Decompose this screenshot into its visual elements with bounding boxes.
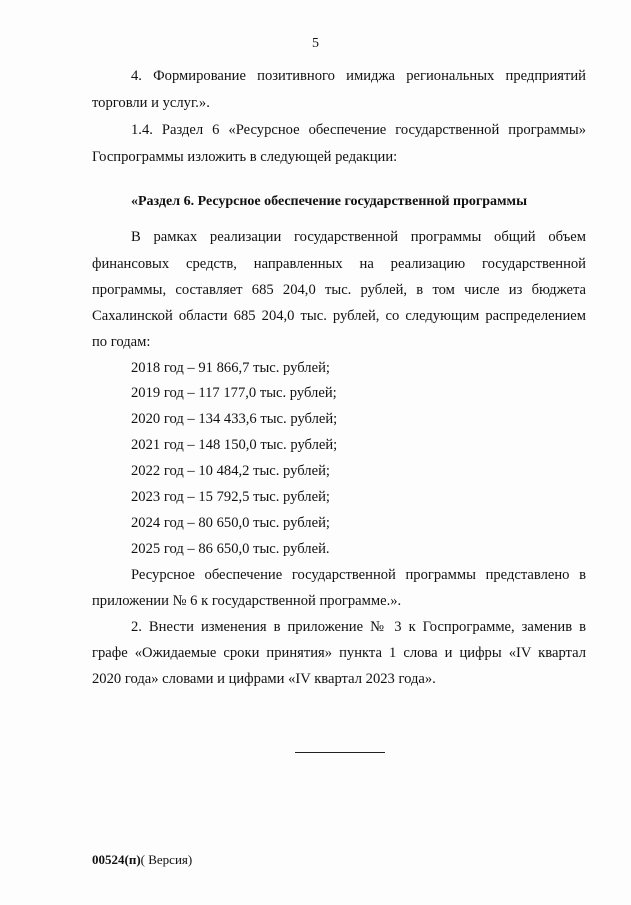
section-heading: «Раздел 6. Ресурсное обеспечение государственной программы: [131, 194, 528, 209]
paragraph-line: торговли и услуг.».: [92, 95, 210, 111]
paragraph-line: В рамках реализации государственной программы общий объем: [131, 229, 586, 245]
paragraph-line: по годам:: [92, 334, 151, 350]
paragraph-line: 2020 года» словами и цифрами «IV квартал 2023 года».: [92, 671, 436, 687]
year-allocation-2022: 2022 год – 10 484,2 тыс. рублей;: [131, 463, 330, 479]
footer-code: [92, 852, 192, 868]
year-allocation-2023: 2023 год – 15 792,5 тыс. рублей;: [131, 489, 330, 505]
end-rule: [295, 752, 385, 753]
paragraph-line: 2. Внести изменения в приложение № 3 к Госпрограмме, заменив в: [131, 619, 586, 635]
year-allocation-2019: 2019 год – 117 177,0 тыс. рублей;: [131, 385, 337, 401]
footer-code-number: 00524(п): [92, 852, 141, 867]
paragraph-line: 1.4. Раздел 6 «Ресурсное обеспечение государственной программы»: [131, 122, 586, 138]
year-allocation-2025: 2025 год – 86 650,0 тыс. рублей.: [131, 541, 330, 557]
year-allocation-2024: 2024 год – 80 650,0 тыс. рублей;: [131, 515, 330, 531]
year-allocation-2021: 2021 год – 148 150,0 тыс. рублей;: [131, 437, 338, 453]
page-number: 5: [312, 36, 319, 51]
year-allocation-2018: 2018 год – 91 866,7 тыс. рублей;: [131, 360, 330, 376]
paragraph-line: Сахалинской области 685 204,0 тыс. рублей, со следующим распределением: [92, 308, 586, 324]
paragraph-line: Ресурсное обеспечение государственной программы представлено в: [131, 567, 586, 583]
paragraph-line: Госпрограммы изложить в следующей редакции:: [92, 149, 398, 165]
footer-version: ( Версия): [140, 852, 193, 867]
paragraph-line: приложении № 6 к государственной программе.».: [92, 593, 402, 609]
year-allocation-2020: 2020 год – 134 433,6 тыс. рублей;: [131, 411, 338, 427]
paragraph-line: 4. Формирование позитивного имиджа региональных предприятий: [131, 68, 586, 84]
paragraph-line: программы, составляет 685 204,0 тыс. рублей, в том числе из бюджета: [92, 282, 586, 298]
paragraph-line: графе «Ожидаемые сроки принятия» пункта 1 слова и цифры «IV квартал: [92, 645, 586, 661]
paragraph-line: финансовых средств, направленных на реализацию государственной: [92, 256, 586, 272]
